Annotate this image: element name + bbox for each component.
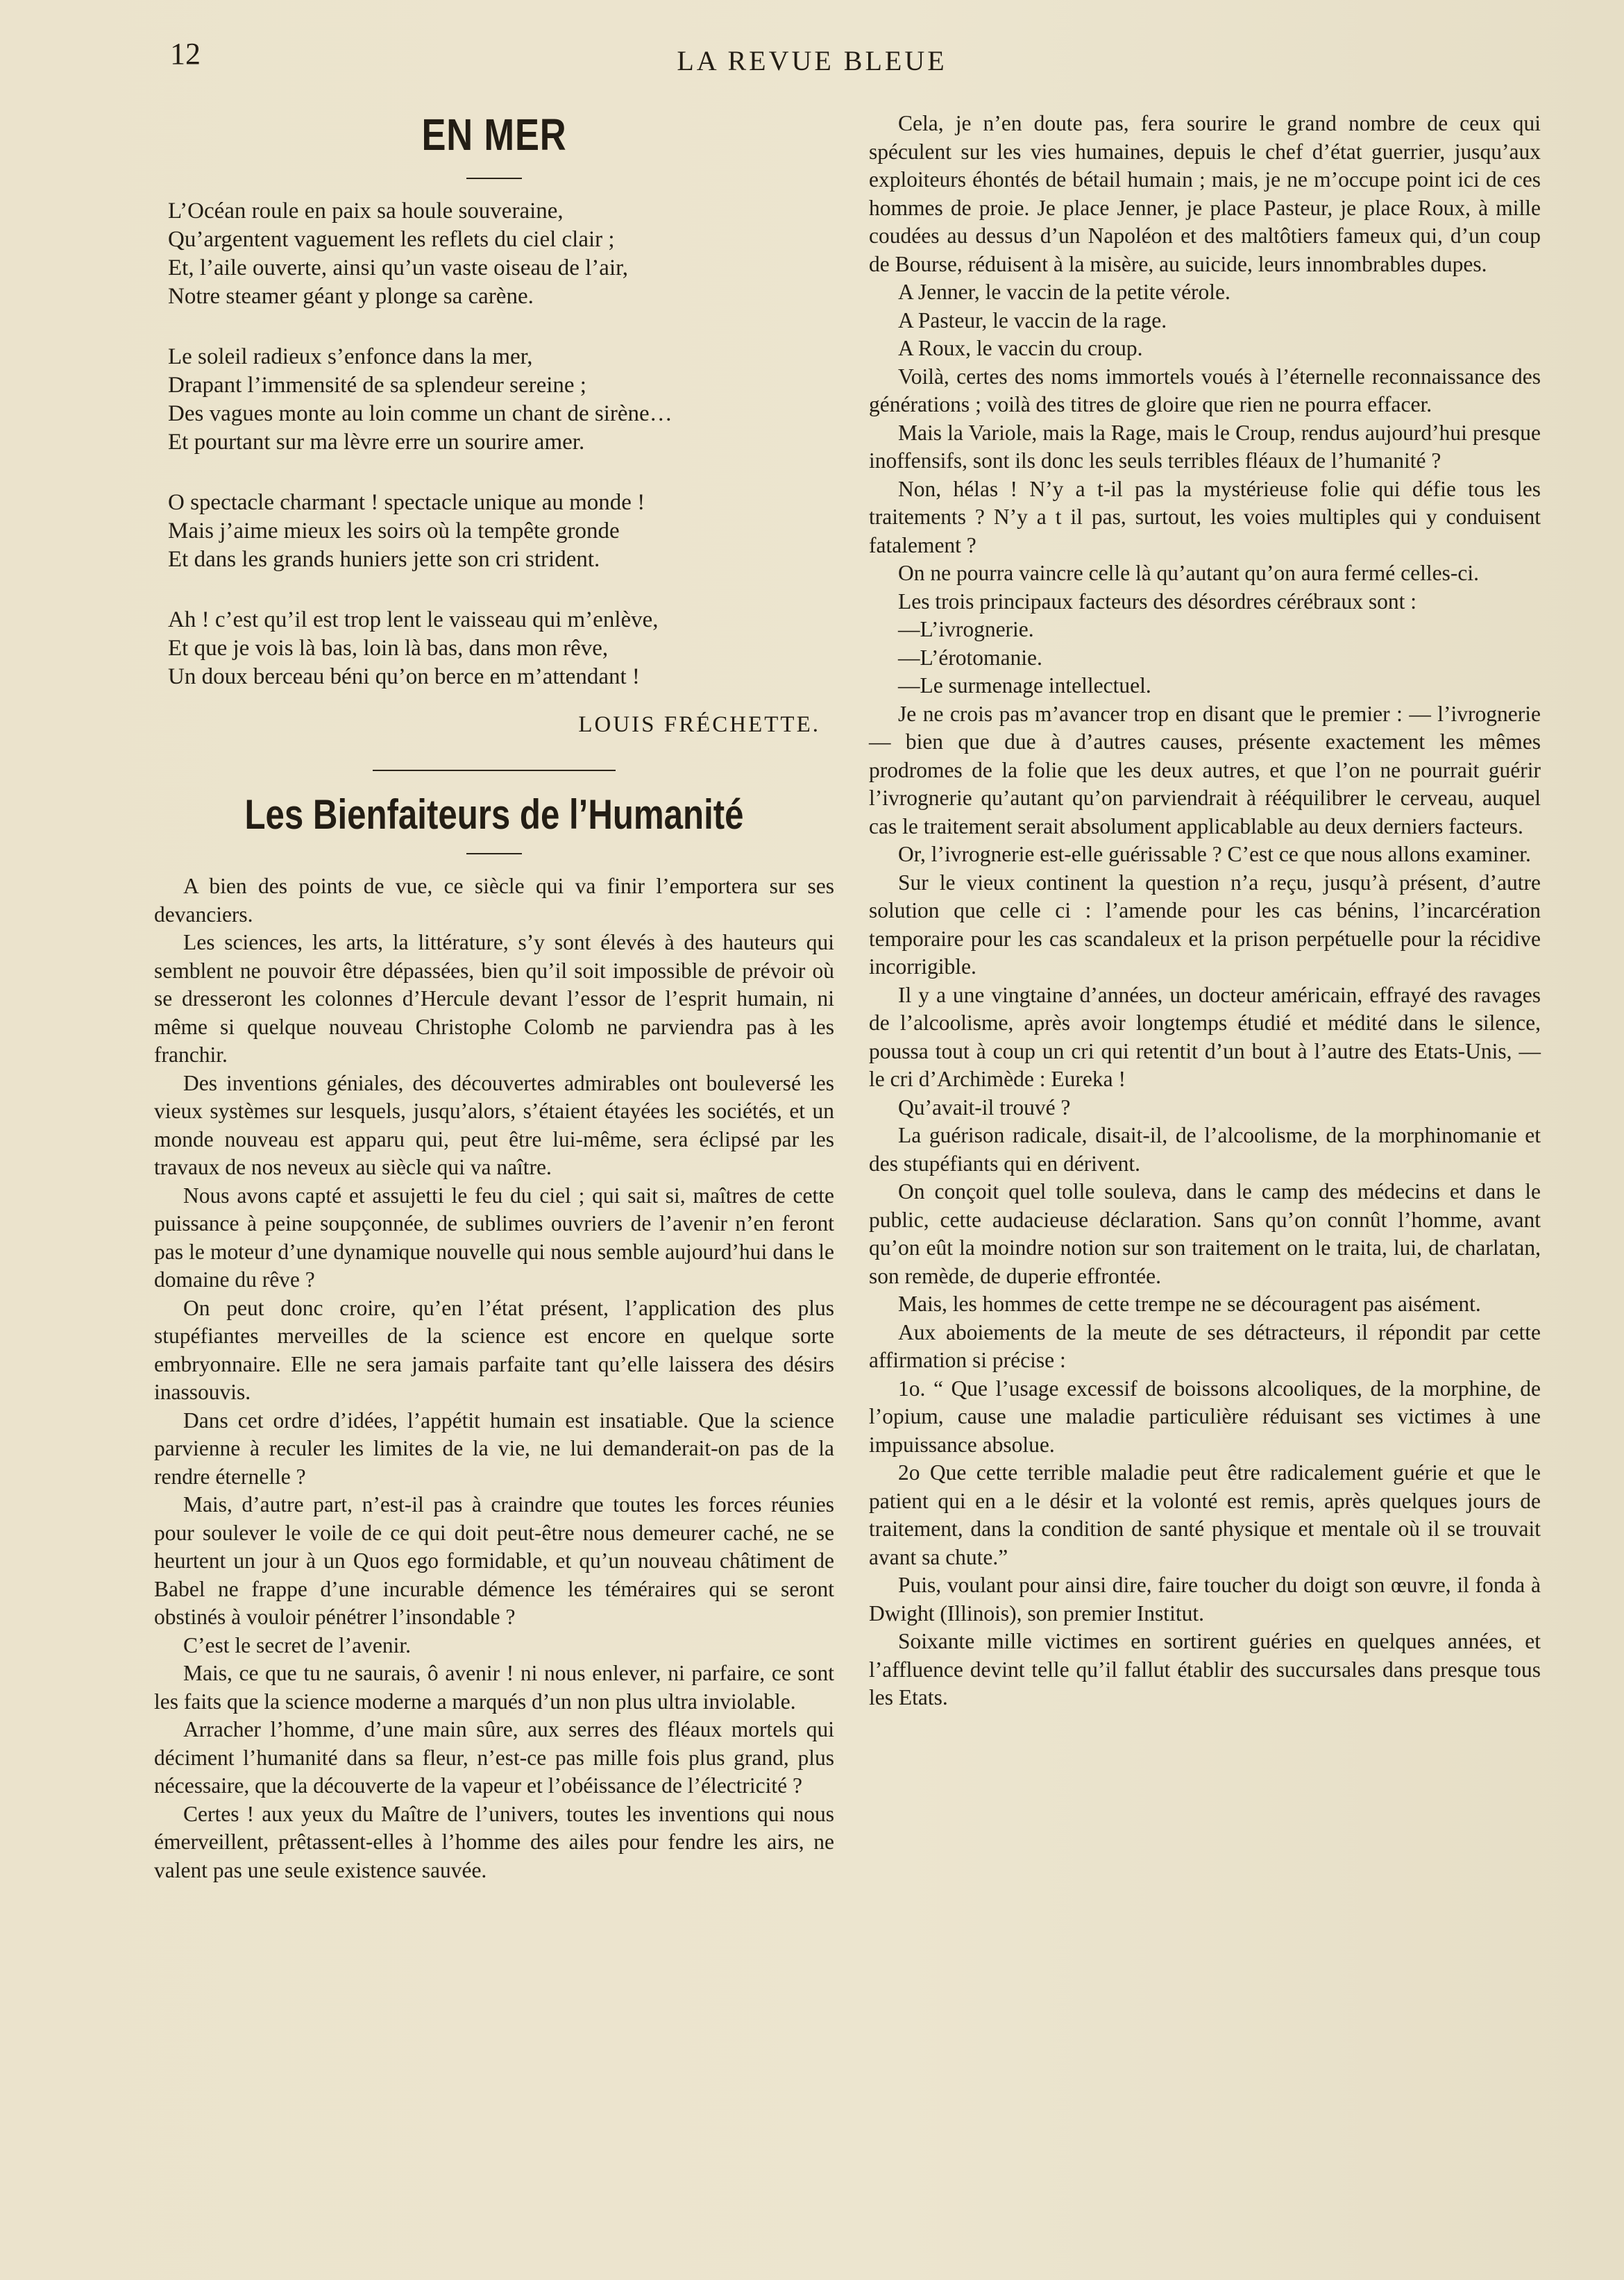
paragraph: Dans cet ordre d’idées, l’appétit humain est insatiable. Que la science parvienne à reculer les limites de la vie, ne lui demanderait-on pas de la rendre éternelle ?: [154, 1408, 834, 1489]
poem-line: Des vagues monte au loin comme un chant de sirène…: [168, 401, 673, 426]
poem-stanza: [168, 197, 834, 311]
paragraph: On peut donc croire, qu’en l’état présent, l’application des plus stupéfiantes merveilles de la science est encore en quelque sorte embryonnaire. Elle ne sera jamais parfaite tant qu’elle laissera des désirs inassouvis.: [154, 1295, 834, 1404]
paragraph: Les sciences, les arts, la littérature, s’y sont élevés à des hauteurs qui semblent ne pouvoir être dépassées, bien qu’il soit impossible de prévoir où se dresseront les colonnes d’Hercule devant l’essor de l’esprit humain, ni même si quelque nouveau Christophe Colomb ne parviendra pas à les franchir.: [154, 930, 834, 1067]
paragraph: A Roux, le vaccin du croup.: [898, 336, 1143, 360]
paragraph: La guérison radicale, disait-il, de l’alcoolisme, de la morphinomanie et des stupéfiants qui en dérivent.: [869, 1123, 1541, 1176]
paragraph: Voilà, certes des noms immortels voués à l’éternelle reconnaissance des générations ; voilà des titres de gloire que rien ne pourra effacer.: [869, 364, 1541, 416]
paragraph: Je ne crois pas m’avancer trop en disant que le premier : — l’ivrognerie — bien que due à d’autres causes, présente exactement les mêmes prodromes de la folie que les deux autres, et que l’on ne pourrait guérir l’ivrognerie qu’autant qu’on parviendrait à rééquilibrer le cerveau, auquel cas le traitement serait absolument applicablable au deux derniers facteurs.: [869, 701, 1541, 838]
paragraph: Non, hélas ! N’y a t-il pas la mystérieuse folie qui défie tous les traitements ? N’y a t il pas, surtout, les voies multiples qui y conduisent fatalement ?: [869, 476, 1541, 557]
paragraph: Nous avons capté et assujetti le feu du ciel ; qui sait si, maîtres de cette puissance à peine soupçonnée, de sublimes ouvriers de l’avenir n’en feront pas le moteur d’une dynamique nouvelle qui nous semble aujourd’hui dans le domaine du rêve ?: [154, 1183, 834, 1292]
paragraph: A Jenner, le vaccin de la petite vérole.: [898, 280, 1230, 304]
paragraph: Or, l’ivrognerie est-elle guérissable ? C’est ce que nous allons examiner.: [898, 842, 1531, 866]
right-column: [869, 110, 1541, 1712]
paragraph: Les trois principaux facteurs des désordres cérébraux sont :: [898, 589, 1416, 614]
poem-line: Qu’argentent vaguement les reflets du ciel clair ;: [168, 227, 615, 252]
paragraph: Cela, je n’en doute pas, fera sourire le grand nombre de ceux qui spéculent sur les vies humaines, depuis le chef d’état guerrier, jusqu’aux exploiteurs éhontés de bétail humain ; mais, je ne m’occupe point ici de ces hommes de proie. Je place Jenner, je place Pasteur, je place Roux, à mille coudées au dessus d’un Napoléon et des maltôtiers fameux qui, d’un coup de Bourse, réduisent à la misère, au suicide, leurs innombrables dupes.: [869, 111, 1541, 276]
poem-line: Et dans les grands huniers jette son cri strident.: [168, 547, 600, 572]
poem-line: L’Océan roule en paix sa houle souveraine,: [168, 199, 564, 223]
paragraph: Mais, d’autre part, n’est-il pas à craindre que toutes les forces réunies pour soulever le voile de ce qui doit peut-être nous demeurer caché, ne se heurtent un jour à un Quos ego formidable, et qu’un nouveau châtiment de Babel ne frappe d’une incurable démence les téméraires qui se seront obstinés à vouloir pénétrer l’insondable ?: [154, 1492, 834, 1629]
paragraph: 2o Que cette terrible maladie peut être radicalement guérie et que le patient qui en a le désir et la volonté est remis, après quelques jours de traitement, dans la condition de santé physique et mentale où il se trouvait avant sa chute.”: [869, 1460, 1541, 1569]
paragraph: Il y a une vingtaine d’années, un docteur américain, effrayé des ravages de l’alcoolisme, après avoir longtemps étudié et médité dans le silence, poussa tout à coup un cri qui retentit d’un bout à l’autre des Etats-Unis, — le cri d’Archimède : Eureka !: [869, 982, 1541, 1091]
paragraph: Puis, voulant pour ainsi dire, faire toucher du doigt son œuvre, il fonda à Dwight (Illinois), son premier Institut.: [869, 1573, 1541, 1625]
poem-signature: LOUIS FRÉCHETTE.: [578, 712, 820, 737]
paragraph: 1o. “ Que l’usage excessif de boissons alcooliques, de la morphine, de l’opium, cause une maladie particulière réduisant ses victimes à une impuissance absolue.: [869, 1376, 1541, 1457]
running-head: LA REVUE BLEUE: [677, 45, 947, 76]
paragraph: Des inventions géniales, des découvertes admirables ont bouleversé les vieux systèmes sur lesquels, jusqu’alors, s’étaient étayées les sociétés, et un monde nouveau est apparu qui, peut être lui-même, sera éclipsé par les travaux de nos neveux au siècle qui va naître.: [154, 1070, 834, 1179]
paragraph: On ne pourra vaincre celle là qu’autant qu’on aura fermé celles-ci.: [898, 561, 1479, 585]
article-body-right: [869, 110, 1541, 1712]
page-number: 12: [170, 37, 201, 71]
paragraph: A Pasteur, le vaccin de la rage.: [898, 307, 1167, 332]
poem-title: EN MER: [421, 110, 567, 160]
list-item: —L’ivrognerie.: [898, 617, 1034, 641]
list-item: —Le surmenage intellectuel.: [898, 673, 1151, 698]
section-divider: [373, 770, 616, 771]
poem-line: Un doux berceau béni qu’on berce en m’attendant !: [168, 664, 640, 689]
poem-stanza: [168, 489, 834, 574]
poem-line: Mais j’aime mieux les soirs où la tempête gronde: [168, 518, 620, 543]
poem-stanza: [168, 606, 834, 691]
list-item: —L’érotomanie.: [898, 645, 1042, 670]
article-title: Les Bienfaiteurs de l’Humanité: [244, 791, 744, 838]
poem-line: Ah ! c’est qu’il est trop lent le vaisseau qui m’enlève,: [168, 607, 659, 632]
paragraph: Arracher l’homme, d’une main sûre, aux serres des fléaux mortels qui déciment l’humanité dans sa fleur, n’est-ce pas mille fois plus grand, plus nécessaire, que la découverte de la vapeur et l’obéissance de l’électricité ?: [154, 1717, 834, 1798]
paragraph: Mais, ce que tu ne saurais, ô avenir ! ni nous enlever, ni parfaire, ce sont les faits que la science moderne a marqués d’un non plus ultra inviolable.: [154, 1661, 834, 1714]
paragraph: Mais, les hommes de cette trempe ne se découragent pas aisément.: [898, 1292, 1481, 1316]
paragraph: Sur le vieux continent la question n’a reçu, jusqu’à présent, d’autre solution que celle ci : l’amende pour les cas bénins, l’incarcération temporaire pour les cas scandaleux et la prison perpétuelle pour la récidive incorrigible.: [869, 870, 1541, 979]
left-column: [154, 110, 834, 1884]
paragraph: Mais la Variole, mais la Rage, mais le Croup, rendus aujourd’hui presque inoffensifs, sont ils donc les seuls terribles fléaux de l’humanité ?: [869, 420, 1541, 473]
paragraph: Aux aboiements de la meute de ses détracteurs, il répondit par cette affirmation si précise :: [869, 1319, 1541, 1372]
paragraph: On conçoit quel tolle souleva, dans le camp des médecins et dans le public, cette audacieuse déclaration. Sans qu’on connût l’homme, avant qu’on eût la moindre notion sur son traitement on le traita, lui, de charlatan, son remède, de duperie effrontée.: [869, 1179, 1541, 1288]
title-rule: [466, 853, 522, 854]
poem-line: Et, l’aile ouverte, ainsi qu’un vaste oiseau de l’air,: [168, 255, 629, 280]
poem-line: O spectacle charmant ! spectacle unique au monde !: [168, 490, 645, 515]
poem-line: Notre steamer géant y plonge sa carène.: [168, 284, 534, 309]
poem-line: Le soleil radieux s’enfonce dans la mer,: [168, 344, 533, 369]
paragraph: Soixante mille victimes en sortirent guéries en quelques années, et l’affluence devint telle qu’il fallut établir des succursales dans presque tous les Etats.: [869, 1629, 1541, 1709]
paragraph: A bien des points de vue, ce siècle qui va finir l’emportera sur ses devanciers.: [154, 874, 834, 927]
poem-stanza: [168, 343, 834, 457]
poem-line: Drapant l’immensité de sa splendeur sereine ;: [168, 373, 586, 398]
article-body-left: [154, 872, 834, 1884]
paragraph: C’est le secret de l’avenir.: [183, 1632, 411, 1657]
paragraph: Qu’avait-il trouvé ?: [898, 1095, 1071, 1120]
poem-line: Et que je vois là bas, loin là bas, dans mon rêve,: [168, 636, 609, 661]
poem-line: Et pourtant sur ma lèvre erre un sourire amer.: [168, 430, 585, 455]
title-rule: [466, 178, 522, 179]
paragraph: Certes ! aux yeux du Maître de l’univers, toutes les inventions qui nous émerveillent, prêtassent-elles à l’homme des ailes pour fendre les airs, ne valent pas une seule existence sauvée.: [154, 1801, 834, 1882]
